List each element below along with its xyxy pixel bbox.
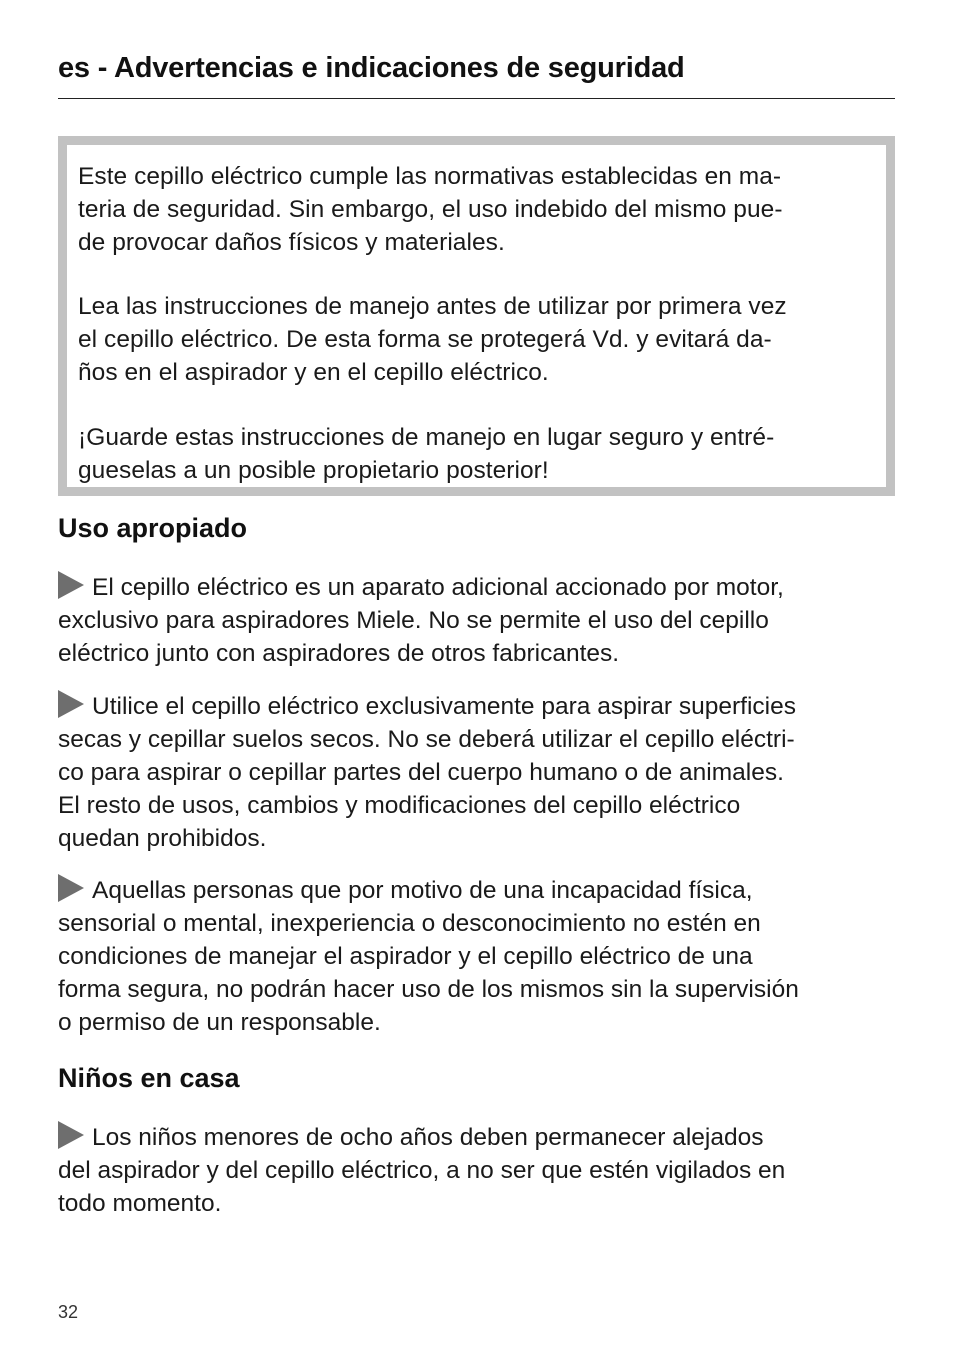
page-title: es - Advertencias e indicaciones de seguridad xyxy=(58,52,685,84)
triangle-arrow-right-icon xyxy=(58,874,84,902)
safety-notice-box xyxy=(58,136,895,496)
section-heading-uso-apropiado: Uso apropiado xyxy=(58,513,248,543)
triangle-arrow-right-icon xyxy=(58,1121,84,1149)
bullet-item xyxy=(58,571,898,670)
bullet-item xyxy=(58,690,898,855)
bullet-text: Aquellas personas que por motivo de una incapacidad física, sensorial o mental, inexperiencia o desconocimiento no estén en condiciones de manejar el aspirador y el cepillo eléctrico de una forma segura, no podrán hacer uso de los mismos sin la supervisión o permiso de un responsable. xyxy=(58,877,799,1036)
title-divider xyxy=(58,98,895,99)
triangle-arrow-right-icon xyxy=(58,690,84,718)
section-heading-ninos-en-casa: Niños en casa xyxy=(58,1063,240,1093)
bullet-text: Utilice el cepillo eléctrico exclusivamente para aspirar superficies secas y cepillar suelos secos. No se deberá utilizar el cepillo eléctri- co para aspirar o cepillar partes del cuerpo humano o de animales. El resto de usos, cambios y modificaciones del cepillo eléctrico quedan prohibidos. xyxy=(58,693,796,852)
notice-paragraph: Lea las instrucciones de manejo antes de utilizar por primera vez el cepillo eléctrico. De esta forma se protegerá Vd. y evitará da- ños en el aspirador y en el cepillo eléctrico. xyxy=(78,293,787,386)
bullet-item xyxy=(58,1121,898,1220)
bullet-item xyxy=(58,874,898,1039)
notice-paragraph: ¡Guarde estas instrucciones de manejo en lugar seguro y entré- gueselas a un posible propietario posterior! xyxy=(78,423,775,484)
safety-notice-content xyxy=(78,161,878,519)
bullet-text: El cepillo eléctrico es un aparato adicional accionado por motor, exclusivo para aspiradores Miele. No se permite el uso del cepillo eléctrico junto con aspiradores de otros fabricantes. xyxy=(58,574,784,667)
bullet-text: Los niños menores de ocho años deben permanecer alejados del aspirador y del cepillo eléctrico, a no ser que estén vigilados en todo momento. xyxy=(58,1124,786,1217)
page-number: 32 xyxy=(58,1302,79,1322)
notice-paragraph: Este cepillo eléctrico cumple las normativas establecidas en ma- teria de seguridad. Sin embargo, el uso indebido del mismo pue- de provocar daños físicos y materiales. xyxy=(78,163,783,256)
triangle-arrow-right-icon xyxy=(58,571,84,599)
